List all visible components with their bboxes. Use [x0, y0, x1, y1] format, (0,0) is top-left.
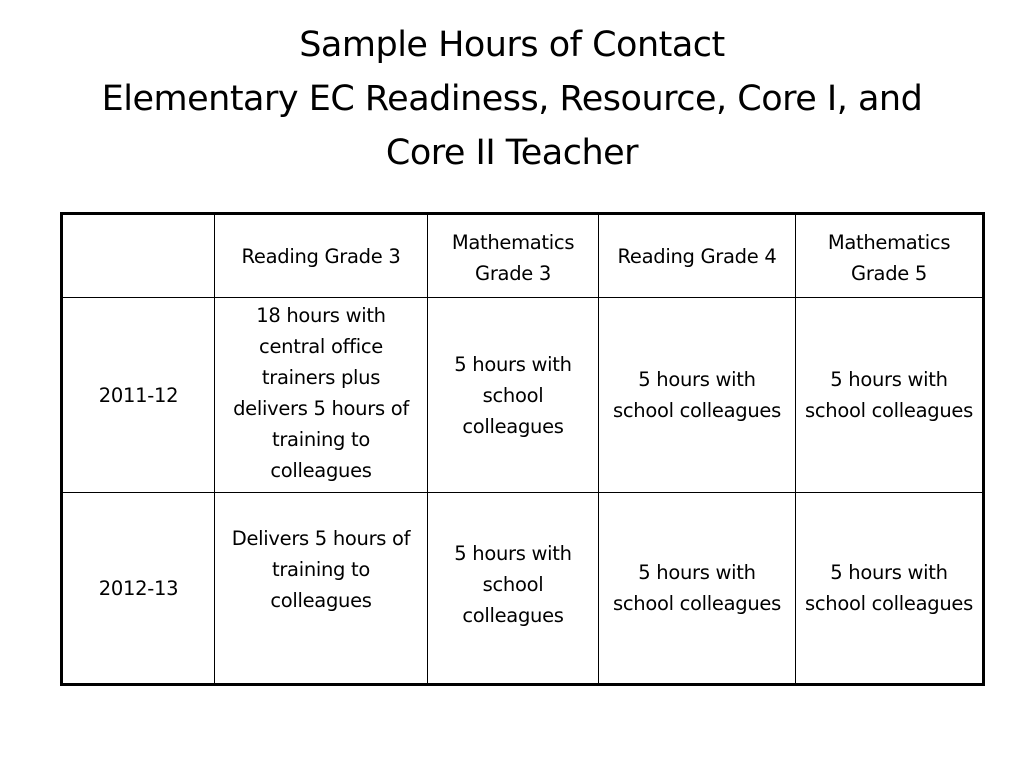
slide-title	[0, 18, 1024, 180]
title-line-2: Elementary EC Readiness, Resource, Core I, and	[101, 79, 923, 119]
table-row	[62, 298, 984, 493]
hours-of-contact-table	[60, 212, 985, 686]
table-row	[62, 493, 984, 685]
table-cell: 18 hours with central office trainers plus delivers 5 hours of training to colleagues	[215, 298, 428, 493]
header-reading-grade-4: Reading Grade 4	[599, 214, 796, 298]
row-year-cell: 2011-12	[62, 298, 215, 493]
table-cell: Delivers 5 hours of training to colleagues	[215, 493, 428, 685]
table-cell: 5 hours with school colleagues	[428, 493, 599, 685]
header-cell-empty	[62, 214, 215, 298]
table-cell: 5 hours with school colleagues	[599, 493, 796, 685]
table-cell: 5 hours with school colleagues	[796, 298, 984, 493]
header-reading-grade-3: Reading Grade 3	[215, 214, 428, 298]
table-cell: 5 hours with school colleagues	[428, 298, 599, 493]
row-year-cell: 2012-13	[62, 493, 215, 685]
table-header-row	[62, 214, 984, 298]
header-mathematics-grade-5: Mathematics Grade 5	[796, 214, 984, 298]
title-line-3: Core II Teacher	[385, 133, 639, 173]
title-line-1: Sample Hours of Contact	[299, 25, 725, 65]
header-mathematics-grade-3: Mathematics Grade 3	[428, 214, 599, 298]
table-cell: 5 hours with school colleagues	[796, 493, 984, 685]
table-cell: 5 hours with school colleagues	[599, 298, 796, 493]
